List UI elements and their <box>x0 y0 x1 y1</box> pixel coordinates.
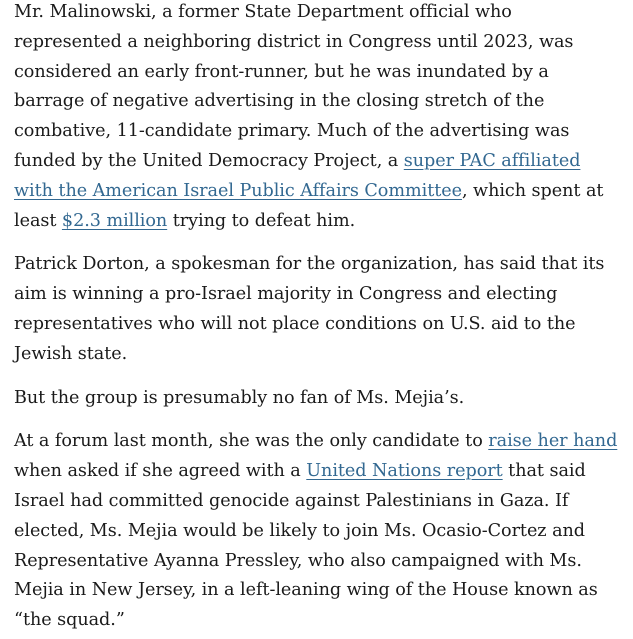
paragraph-no-fan <box>14 384 623 414</box>
paragraph-text: that said Israel had committed genocide against Palestinians in Gaza. If elected, Ms. Mejia would be likely to join Ms. Ocasio-Cortez and Representative Ayanna Pressley, who also campaigned with Ms. Mejia in New Jersey, in a left-leaning wing of the House known as “the squad.” <box>14 461 598 631</box>
united-nations-report-link[interactable]: United Nations report <box>306 461 503 482</box>
paragraph-text: At a forum last month, she was the only candidate to <box>14 431 489 452</box>
paragraph-text: Patrick Dorton, a spokesman for the organization, has said that its aim is winning a pro-Israel majority in Congress and electing representatives who will not place conditions on U.S. aid to the Jewish state. <box>14 254 605 364</box>
super-pac-link[interactable]: super PAC affiliated with the American Israel Public Affairs Committee <box>14 150 581 201</box>
paragraph-malinowski <box>14 0 623 236</box>
paragraph-text: , which spent at least <box>14 180 604 231</box>
raise-her-hand-link[interactable]: raise her hand <box>488 431 618 452</box>
paragraph-text: Mr. Malinowski, a former State Department official who represented a neighboring district in Congress until 2023, was considered an early front-runner, but he was inundated by a barrage of negative advertising in the closing stretch of the combative, 11-candidate primary. Much of the advertising was funded by the United Democracy Project, a <box>14 2 574 171</box>
paragraph-text: But the group is presumably no fan of Ms. Mejia’s. <box>14 387 465 408</box>
paragraph-dorton <box>14 250 623 369</box>
paragraph-text: when asked if she agreed with a <box>14 461 307 482</box>
paragraph-forum <box>14 427 623 636</box>
paragraph-text: trying to defeat him. <box>167 210 356 231</box>
spending-amount-link[interactable]: $2.3 million <box>61 210 168 231</box>
